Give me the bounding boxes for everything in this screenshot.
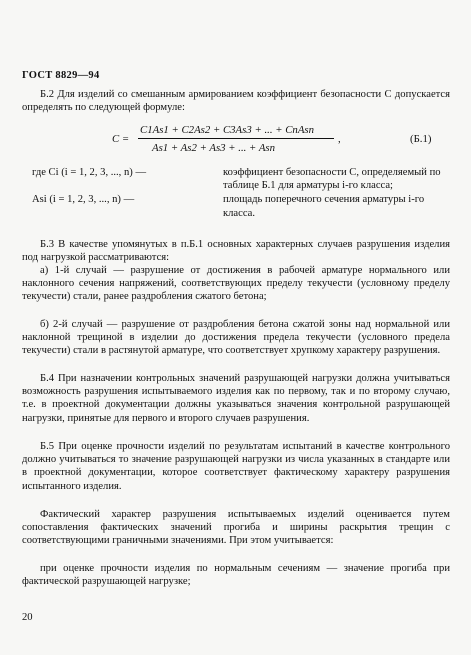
paragraph-b2: Б.2 Для изделий со смешанным армированием коэффициент безопасности C допускается определять по следующей формуле: [22,89,450,114]
paragraph-b4: Б.4 При назначении контрольных значений разрушающей нагрузки должна учитываться возможность разрушения испытываемого изделия как по первому, так и по второму случаю, т.е. в проектной документации должны указываться значения контрольной разрушающей нагрузки, принятые для первого и второго случаев разрушения. [22,373,450,424]
formula-lhs: C = [112,133,130,145]
paragraph-b3-a: а) 1-й случай — разрушение от достижения в рабочей арматуре нормального или наклонного сечения напряжений, соответствующих пределу текучести (условному пределу текучести) стали, ранее раздробления сжатого бетона; [22,265,450,303]
paragraph-b3-b: б) 2-й случай — разрушение от раздробления бетона сжатой зоны над нормальной или наклонной трещиной в изделии до достижения предела текучести (условного предела текучести) стали в растянутой арматуре, что соответствует хрупкому характеру разрушения. [22,319,450,357]
definition-desc: коэффициент безопасности С, определяемый по таблице Б.1 для арматуры i-го класса; [223,167,441,192]
paragraph-b3: Б.3 В качестве упомянутых в п.Б.1 основных характерных случаев разрушения изделия под нагрузкой рассматриваются: [22,239,450,264]
definition-asi [32,193,450,219]
formula-definitions [32,166,450,220]
formula-number: (Б.1) [410,133,432,145]
document-header: ГОСТ 8829—94 [22,70,100,81]
formula-b1 [0,120,471,162]
paragraph-last: при оценке прочности изделия по нормальным сечениям — значение прогиба при фактической разрушающей нагрузке; [22,563,450,588]
definition-term: где Ci (i = 1, 2, 3, ..., n) — [32,167,147,178]
formula-comma: , [338,133,341,145]
fraction-bar [138,138,334,139]
formula-numerator: C1As1 + C2As2 + C3As3 + ... + CnAsn [140,124,315,136]
definition-ci [32,166,450,192]
definition-desc: площадь поперечного сечения арматуры i-го класса. [223,194,425,219]
page-number: 20 [22,612,33,623]
paragraph-fact: Фактический характер разрушения испытываемых изделий оценивается путем сопоставления фактических значений прогиба и ширины раскрытия трещин с соответствующими граничными значениями. При этом учитывается: [22,509,450,547]
paragraph-b5: Б.5 При оценке прочности изделий по результатам испытаний в качестве контрольного должно учитываться то значение разрушающей нагрузки из числа указанных в стандарте или в проектной документации, которое соответствует фактическому характеру разрушения испытанного изделия. [22,441,450,492]
definition-term: Asi (i = 1, 2, 3, ..., n) — [32,194,135,206]
formula-denominator: As1 + As2 + As3 + ... + Asn [152,142,276,154]
